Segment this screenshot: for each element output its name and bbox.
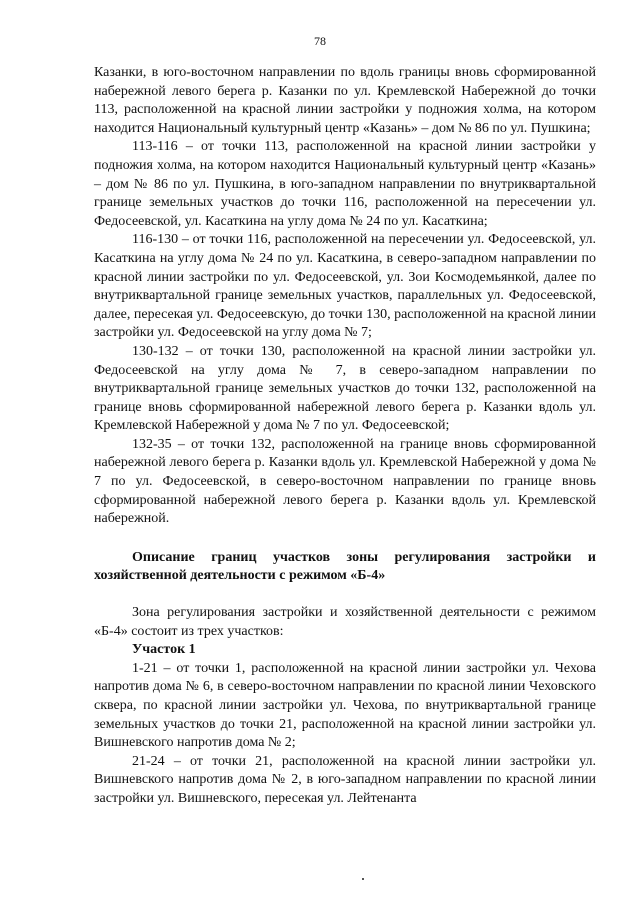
paragraph: 116-130 – от точки 116, расположенной на пересечении ул. Федосеевской, ул. Касаткина на углу дома № 24 по ул. Касаткина, в северо-западном направлении по красной линии застройки по ул. Федосеевской, ул. Зои Космодемьянкой, далее по внутриквартальной границе земельных участков, параллельных ул. Федосеевской, далее, пересекая ул. Федосеевскую, до точки 130, расположенной на красной линии застройки ул. Федосеевской на углу дома № 7; bbox=[94, 232, 596, 341]
paragraph: 21-24 – от точки 21, расположенной на красной линии застройки ул. Вишневского напротив дома № 2, в юго-западном направлении по красной линии застройки ул. Вишневского, пересекая ул. Лейтенанта bbox=[94, 753, 596, 806]
paragraph: 132-35 – от точки 132, расположенной на границе вновь сформированной набережной левого берега р. Казанки вдоль ул. Кремлевской Набережной у дома № 7 по ул. Федосеевской, в северо-восточном направлении по границе вновь сформированной набережной левого берега р. Казанки вдоль ул. Кремлевской набережной. bbox=[94, 436, 596, 527]
paragraph: Казанки, в юго-восточном направлении по вдоль границы вновь сформированной набережной левого берега р. Казанки по ул. Кремлевской Набережной до точки 113, расположенной на красной линии застройки у подножия холма, на котором находится Национальный культурный центр «Казань» – дом № 86 по ул. Пушкина; bbox=[94, 65, 596, 136]
scan-dot bbox=[362, 878, 364, 880]
section-heading: Описание границ участков зоны регулирования застройки и хозяйственной деятельности с режимом «Б-4» bbox=[94, 549, 596, 584]
document-body bbox=[94, 64, 596, 809]
subsection-title: Участок 1 bbox=[132, 642, 196, 658]
page-number: 78 bbox=[314, 34, 326, 48]
paragraph: 1-21 – от точки 1, расположенной на красной линии застройки ул. Чехова напротив дома № 6, в северо-восточном направлении по красной линии Чеховского сквера, по красной линии застройки ул. Чехова, по внутриквартальной границе земельных участков до точки 21, расположенной на красной линии застройки ул. Вишневского напротив дома № 2; bbox=[94, 660, 596, 751]
paragraph: 113-116 – от точки 113, расположенной на красной линии застройки у подножия холма, на котором находится Национальный культурный центр «Казань» – дом № 86 по ул. Пушкина, в юго-западном направлении по внутриквартальной границе земельных участков до точки 116, расположенной на пересечении ул. Федосеевской, ул. Касаткина на углу дома № 24 по ул. Касаткина; bbox=[94, 139, 596, 229]
paragraph: 130-132 – от точки 130, расположенной на красной линии застройки ул. Федосеевской на углу дома № 7, в северо-западном направлении по внутриквартальной границе земельных участков до точки 132, расположенной на границе вновь сформированной набережной левого берега р. Казанки вдоль ул. Кремлевской Набережной у дома № 7 по ул. Федосеевской; bbox=[94, 343, 596, 434]
section-intro: Зона регулирования застройки и хозяйственной деятельности с режимом «Б-4» состоит из трех участков: bbox=[94, 605, 596, 639]
